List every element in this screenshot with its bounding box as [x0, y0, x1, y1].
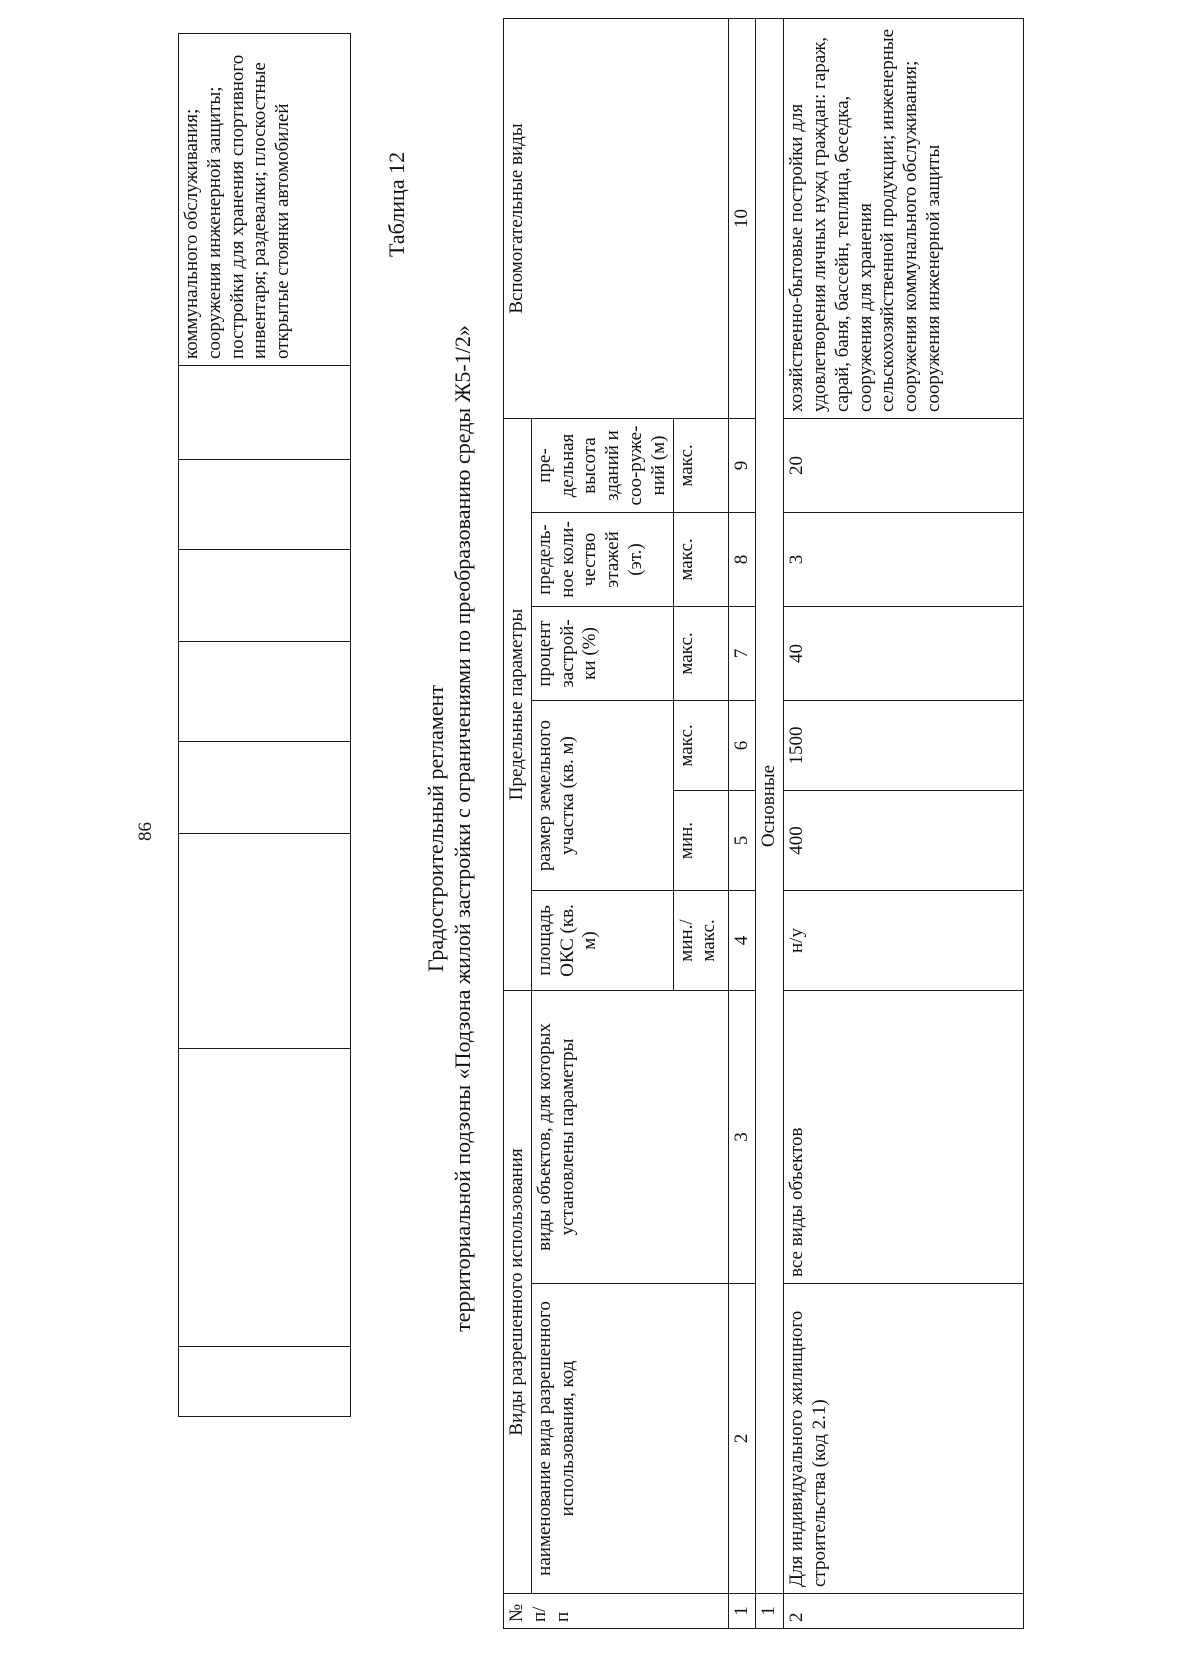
- floors-value: 3: [784, 513, 1024, 607]
- header-minmax: мин./ макс.: [673, 891, 728, 991]
- column-number: 5: [728, 791, 756, 891]
- column-number: 3: [728, 991, 756, 1284]
- table-cell: [179, 642, 351, 742]
- header-vri-objects: виды объектов, для которых установлены параметры: [531, 991, 728, 1284]
- table-cell: [179, 1347, 351, 1417]
- header-min: мин.: [673, 791, 728, 891]
- table-cell: [179, 742, 351, 834]
- table-cell: [179, 1049, 351, 1347]
- regulation-table: [503, 18, 1024, 1629]
- table-cell: [179, 834, 351, 1049]
- vri-objects: все виды объектов: [784, 991, 1024, 1284]
- column-number: 9: [728, 419, 756, 513]
- plot-max-value: 1500: [784, 701, 1024, 791]
- header-plot-size: размер земельного участка (кв. м): [531, 701, 673, 891]
- row-number: 2: [784, 1594, 1024, 1629]
- table-cell: [179, 460, 351, 550]
- column-number: 1: [728, 1594, 756, 1629]
- plot-min-value: 400: [784, 791, 1024, 891]
- section-label: Основные: [756, 19, 784, 1594]
- continued-table: [178, 33, 351, 1417]
- header-max: макс.: [673, 419, 728, 513]
- column-number: 7: [728, 607, 756, 701]
- table-number: Таблица 12: [384, 151, 409, 257]
- column-number: 6: [728, 701, 756, 791]
- header-floors: предель-ное коли-чество этажей (эт.): [531, 513, 673, 607]
- vri-name: Для индивидуального жилищного строительства (код 2.1): [784, 1284, 1024, 1594]
- area-value: н/у: [784, 891, 1024, 991]
- column-number: 4: [728, 891, 756, 991]
- column-number: 2: [728, 1284, 756, 1594]
- header-params-group: Предельные параметры: [504, 419, 532, 991]
- table-subtitle: территориальной подзоны «Подзона жилой застройки с ограничениями по преобразованию среды Ж5-1/2»: [450, 325, 475, 1332]
- table-row: [784, 19, 1024, 1629]
- aux-uses-cell: коммунального обслуживания; сооружения инженерной защиты; постройки для хранения спортивного инвентаря; раздевалки; плоскостные открытые стоянки автомобилей: [179, 34, 351, 366]
- table-cell: [179, 550, 351, 642]
- header-max: макс.: [673, 513, 728, 607]
- header-build-percent: процент застрой-ки (%): [531, 607, 673, 701]
- header-area-oks: площадь ОКС (кв. м): [531, 891, 673, 991]
- header-vri-group: Виды разрешенного использования: [504, 991, 532, 1594]
- column-number: 8: [728, 513, 756, 607]
- table-cell: [179, 366, 351, 460]
- section-number: 1: [756, 1594, 784, 1629]
- column-number: 10: [728, 19, 756, 419]
- height-value: 20: [784, 419, 1024, 513]
- header-vri-name: наименование вида разрешенного использования, код: [531, 1284, 728, 1594]
- table-title: Градостроительный регламент: [423, 685, 448, 972]
- header-max: макс.: [673, 607, 728, 701]
- header-aux: Вспомогательные виды: [504, 19, 729, 419]
- header-max: макс.: [673, 701, 728, 791]
- percent-value: 40: [784, 607, 1024, 701]
- header-height: пре-дельная высота зданий и соо-руже-ний (м): [531, 419, 673, 513]
- page-number: 86: [135, 822, 156, 841]
- header-no: № п/п: [504, 1594, 729, 1629]
- aux-uses-cell: хозяйственно-бытовые постройки для удовлетворения личных нужд граждан: гараж, сарай, баня, бассейн, теплица, беседка, сооружения для хранения сельскохозяйственной продукции; инженерные сооружения коммунального обслуживания; сооружения инженерной защиты: [784, 19, 1024, 419]
